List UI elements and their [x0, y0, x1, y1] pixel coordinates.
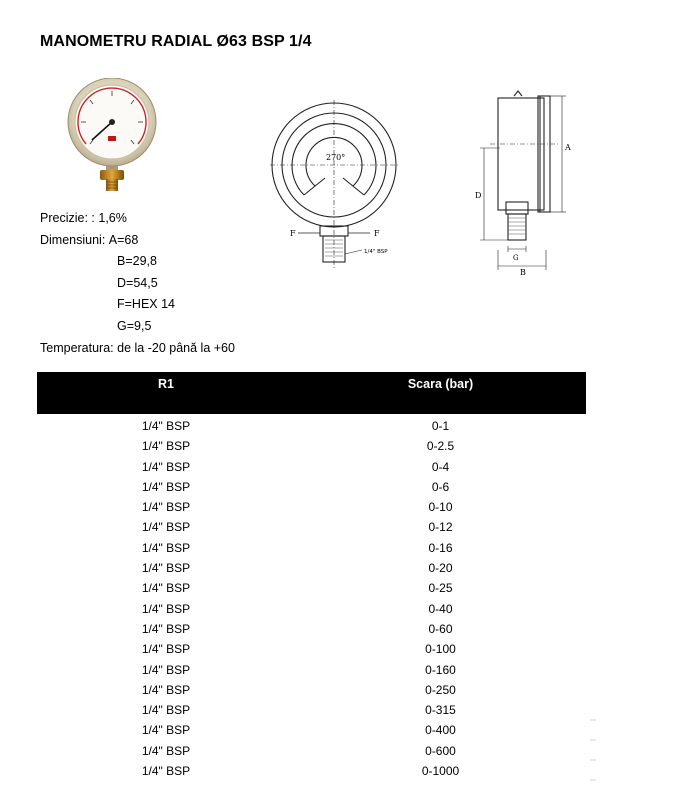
table-row — [37, 578, 586, 598]
cell-r1: 1/4" BSP — [141, 561, 191, 576]
cell-r1: 1/4" BSP — [141, 743, 191, 758]
cell-r1: 1/4" BSP — [141, 723, 191, 738]
cell-scara: 0-6 — [431, 479, 450, 494]
cell-r1: 1/4" BSP — [141, 601, 191, 616]
cell-scara: 0-315 — [425, 703, 456, 718]
cell-scara: 0-4 — [431, 459, 450, 474]
precizie-value: 1,6% — [98, 211, 127, 225]
cell-scara: 0-160 — [425, 662, 456, 677]
cell-scara: 0-16 — [428, 540, 453, 555]
table-row — [37, 599, 586, 619]
dim-b-label: B — [520, 268, 526, 277]
table-row — [37, 680, 586, 700]
cell-r1: 1/4" BSP — [141, 540, 191, 555]
cell-scara: 0-10 — [428, 500, 453, 515]
cell-scara: 0-1000 — [421, 764, 460, 779]
spec-f — [40, 294, 235, 316]
cell-r1: 1/4" BSP — [141, 479, 191, 494]
front-view-drawing — [270, 98, 420, 273]
dim-a-value: A=68 — [108, 232, 139, 247]
f-left-label: F — [290, 229, 296, 238]
table-row — [37, 761, 586, 781]
cell-r1: 1/4" BSP — [141, 764, 191, 779]
table-header — [37, 372, 586, 414]
table-row — [37, 558, 586, 578]
cell-r1: 1/4" BSP — [141, 581, 191, 596]
table-edge-ticks — [586, 714, 600, 784]
cell-r1: 1/4" BSP — [141, 520, 191, 535]
header-scara: Scara (bar) — [407, 377, 474, 391]
table-row — [37, 457, 586, 477]
specifications — [40, 208, 235, 359]
temperatura-value: de la -20 până la +60 — [117, 340, 235, 355]
cell-scara: 0-600 — [425, 743, 456, 758]
dim-b-value: B=29,8 — [117, 254, 157, 269]
spec-b — [40, 251, 235, 273]
spec-precizie — [40, 208, 235, 230]
cell-scara: 0-60 — [428, 621, 453, 636]
table-row — [37, 497, 586, 517]
cell-scara: 0-40 — [428, 601, 453, 616]
cell-r1: 1/4" BSP — [141, 459, 191, 474]
cell-r1: 1/4" BSP — [141, 662, 191, 677]
dim-g-value: G=9,5 — [117, 318, 152, 333]
cell-scara: 0-25 — [428, 581, 453, 596]
dim-d-value: D=54,5 — [117, 275, 158, 290]
table-row — [37, 619, 586, 639]
header-r1: R1 — [158, 377, 174, 391]
cell-scara: 0-12 — [428, 520, 453, 535]
cell-scara: 0-2.5 — [426, 439, 455, 454]
precizie-label: Precizie: : — [40, 211, 95, 225]
spec-temperatura — [40, 338, 235, 360]
dim-d-label: D — [475, 191, 482, 200]
side-view-drawing — [470, 88, 580, 278]
cell-r1: 1/4" BSP — [141, 621, 191, 636]
dim-a-label: A — [565, 143, 571, 152]
cell-r1: 1/4" BSP — [141, 439, 191, 454]
temperatura-label: Temperatura: — [40, 340, 114, 355]
table-row — [37, 517, 586, 537]
cell-scara: 0-1 — [431, 419, 450, 433]
cell-scara: 0-400 — [425, 723, 456, 738]
dim-g-label: G — [513, 254, 519, 262]
table-row — [37, 720, 586, 740]
table-row — [37, 477, 586, 497]
cell-scara: 0-100 — [425, 642, 456, 657]
pressure-gauge-photo — [62, 78, 162, 198]
cell-r1: 1/4" BSP — [141, 682, 191, 697]
thread-label: 1/4" BSP — [364, 249, 388, 255]
spec-g — [40, 316, 235, 338]
table-row — [37, 700, 586, 720]
spec-d — [40, 273, 235, 295]
table-row — [37, 660, 586, 680]
cell-r1: 1/4" BSP — [141, 642, 191, 657]
cell-scara: 0-250 — [425, 682, 456, 697]
angle-label: 270° — [326, 153, 346, 162]
cell-r1: 1/4" BSP — [141, 703, 191, 718]
table-row — [37, 639, 586, 659]
table-row — [37, 538, 586, 558]
cell-r1: 1/4" BSP — [141, 500, 191, 515]
cell-r1: 1/4" BSP — [141, 419, 191, 433]
cell-scara: 0-20 — [428, 561, 453, 576]
table-body — [37, 416, 586, 781]
table-row — [37, 741, 586, 761]
spec-dimensiuni — [40, 230, 235, 252]
page-title: MANOMETRU RADIAL Ø63 BSP 1/4 — [40, 33, 312, 50]
f-right-label: F — [374, 229, 380, 238]
dim-f-value: F=HEX 14 — [117, 297, 176, 312]
table-row — [37, 416, 586, 436]
dimensiuni-label: Dimensiuni: — [40, 232, 106, 247]
table-row — [37, 436, 586, 456]
